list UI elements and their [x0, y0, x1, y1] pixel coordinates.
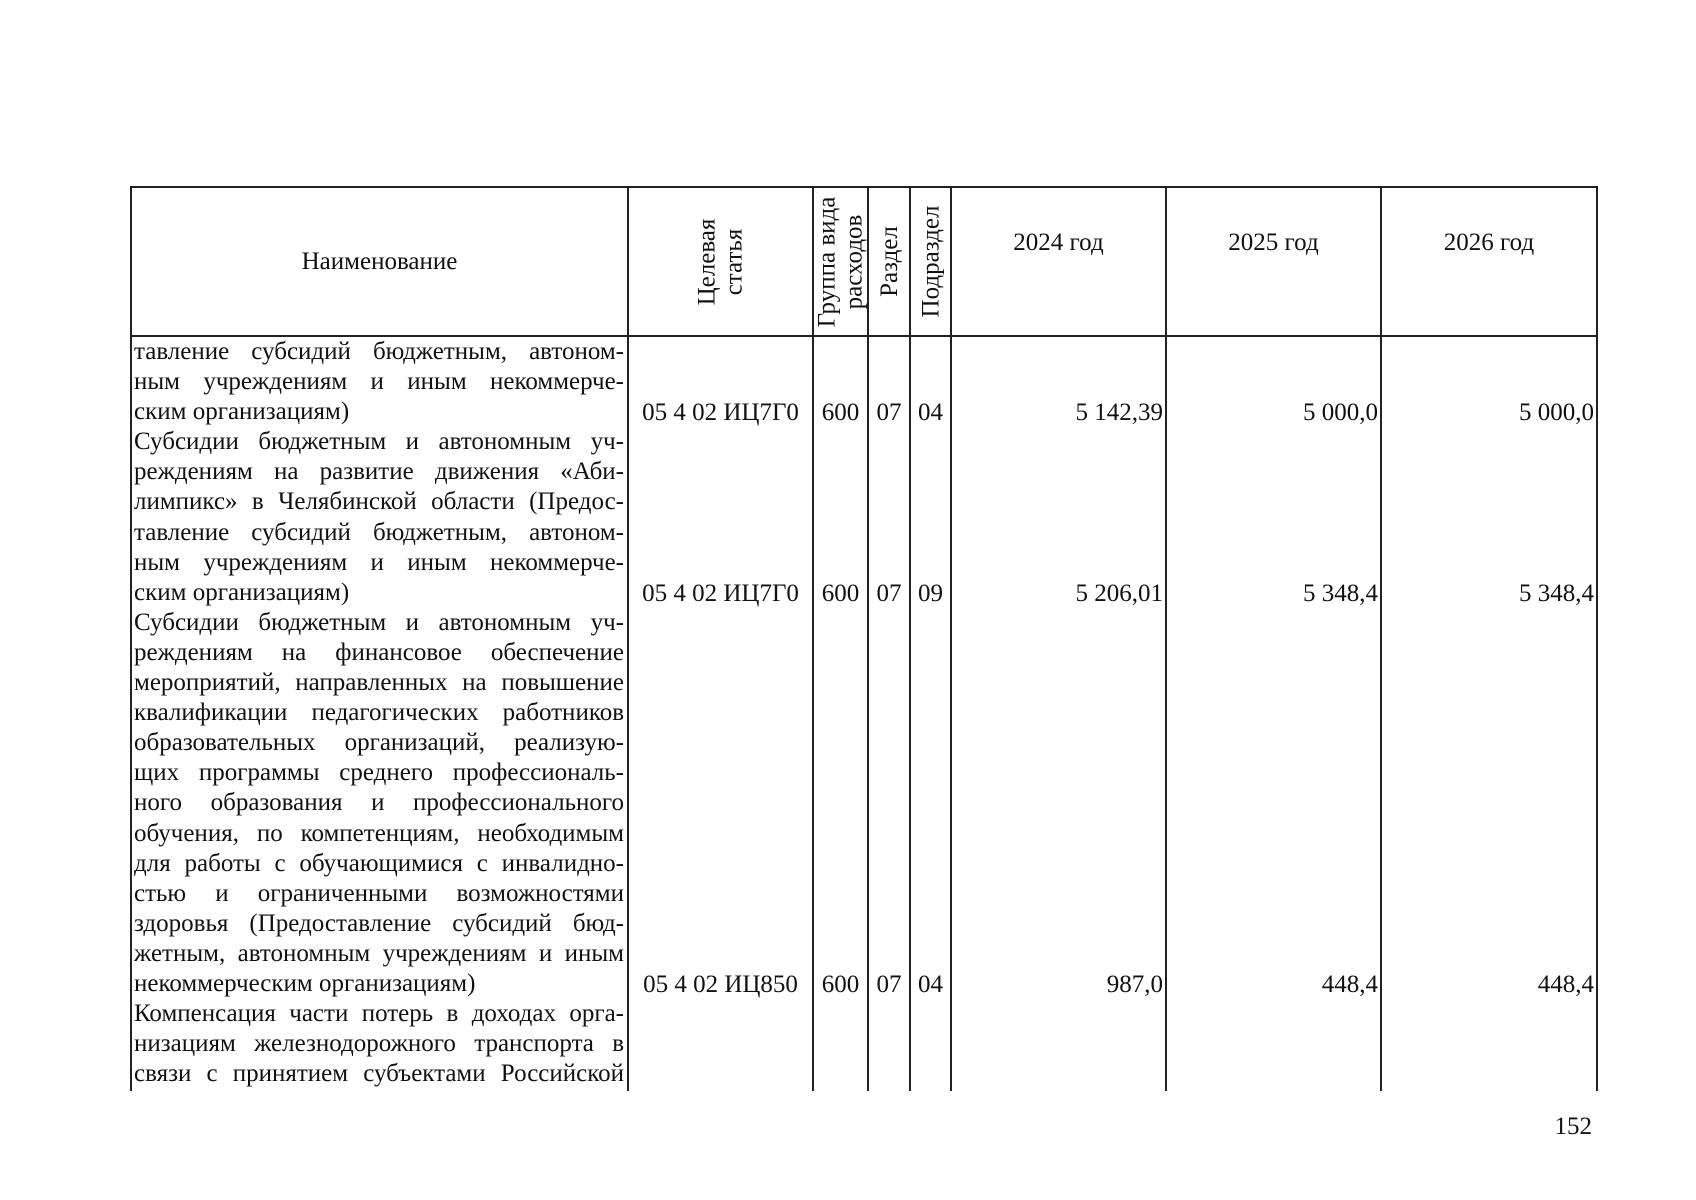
header-2025-text: 2025 год	[1228, 229, 1319, 256]
header-name-text: Наименование	[301, 247, 458, 275]
header-subsection	[911, 188, 950, 335]
row3-2024: 987,0	[1106, 971, 1163, 998]
header-section-text: Раздел	[875, 226, 903, 297]
name-line: реждениям на финансовое обеспечение	[134, 638, 624, 666]
name-line: реждениям на развитие движения «Аби-	[134, 458, 624, 486]
row2-2026: 5 348,4	[1519, 580, 1594, 607]
name-line: тавление субсидий бюджетным, автоном-	[134, 518, 624, 546]
name-line: низациям железнодорожного транспорта в	[134, 1030, 624, 1058]
header-2026-text: 2026 год	[1443, 229, 1535, 256]
name-line: ным учреждениям и иным некоммерче-	[134, 368, 624, 396]
name-line: тавление субсидий бюджетным, автоном-	[134, 338, 624, 365]
page-number: 152	[1554, 1113, 1592, 1140]
row3-2026: 448,4	[1537, 971, 1594, 998]
table-right-border	[1596, 186, 1598, 337]
budget-table	[130, 186, 1598, 1091]
name-line: квалификации педагогических работников	[134, 699, 624, 727]
col-divider-2025	[1380, 186, 1382, 1091]
header-2024	[952, 218, 1165, 268]
name-line: образовательных организаций, реализую-	[134, 729, 624, 757]
header-expense-group	[814, 188, 867, 335]
row2-section: 07	[876, 580, 902, 607]
row3-2025: 448,4	[1321, 971, 1378, 998]
row2-target-article: 05 4 02 ИЦ7Г0	[642, 580, 799, 607]
name-line: ным учреждениям и иным некоммерче-	[134, 548, 624, 576]
name-line: жетным, автономным учреждениям и иным	[134, 939, 624, 967]
name-line: Субсидии бюджетным и автономным уч-	[134, 428, 624, 456]
header-2024-text: 2024 год	[1013, 229, 1104, 256]
name-line: некоммерческим организациям)	[134, 969, 476, 997]
row3-target-article: 05 4 02 ИЦ850	[643, 971, 798, 998]
row1-target-article: 05 4 02 ИЦ7Г0	[642, 399, 799, 426]
name-line: Субсидии бюджетным и автономным уч-	[134, 608, 624, 636]
name-column-text	[134, 337, 624, 1089]
name-line: мероприятий, направленных на повышение	[134, 669, 624, 697]
row3-subsection: 04	[918, 971, 943, 998]
name-line: обучения, по компетенциям, необходимым	[134, 819, 624, 847]
name-line: ного образования и профессионального	[134, 789, 624, 817]
row2-2025: 5 348,4	[1303, 580, 1378, 607]
name-line: Компенсация части потерь в доходах орга-	[134, 1000, 624, 1028]
row2-2024: 5 206,01	[1075, 580, 1163, 607]
name-line: ским организациям)	[134, 578, 350, 606]
header-2026	[1382, 218, 1596, 268]
name-line: для работы с обучающимися с инвалидно-	[134, 849, 624, 877]
name-line: здоровья (Предоставление субсидий бюд-	[134, 909, 624, 937]
header-target-article-text: Целевая статья	[693, 218, 748, 305]
row1-section: 07	[876, 399, 902, 426]
name-line: щих программы среднего профессиональ-	[134, 759, 624, 787]
name-line: стью и ограниченными возможностями	[134, 879, 624, 907]
col-divider-subsection	[950, 186, 952, 1091]
header-section	[869, 188, 909, 335]
header-target-article	[629, 188, 812, 335]
header-2025	[1167, 218, 1380, 268]
row2-expense-group: 600	[821, 580, 860, 607]
header-name	[132, 188, 627, 335]
name-line: ским организациям)	[134, 398, 350, 426]
header-expense-group-text: Группа вида расходов	[813, 196, 868, 327]
col-divider-2024	[1165, 186, 1167, 1091]
header-subsection-text: Подраздел	[917, 205, 944, 318]
row1-expense-group: 600	[821, 399, 860, 426]
row3-expense-group: 600	[821, 971, 860, 998]
row3-section: 07	[876, 971, 902, 998]
col-divider-2026	[1596, 337, 1598, 1091]
name-line: связи с принятием субъектами Российской	[134, 1060, 624, 1088]
row2-subsection: 09	[918, 580, 943, 607]
name-line: лимпикс» в Челябинской области (Предос-	[134, 488, 624, 516]
row1-2025: 5 000,0	[1303, 399, 1378, 426]
row1-2026: 5 000,0	[1519, 399, 1594, 426]
row1-subsection: 04	[918, 399, 943, 426]
row1-2024: 5 142,39	[1075, 399, 1163, 426]
